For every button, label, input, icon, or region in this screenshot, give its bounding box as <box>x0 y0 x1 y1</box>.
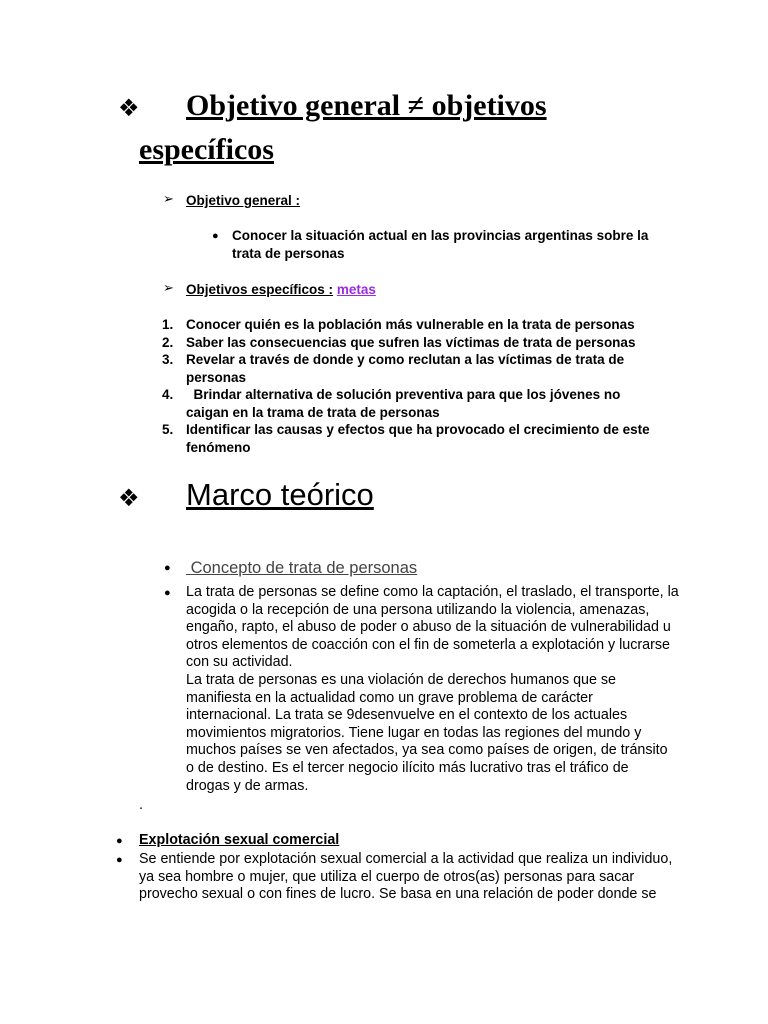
list-item-text: caigan en la trama de trata de personas <box>186 404 440 420</box>
dot-bullet-icon: ● <box>164 562 171 574</box>
list-item-text: Saber las consecuencias que sufren las víctimas de trata de personas <box>186 334 636 350</box>
section-title-line1: Objetivo general ≠ objetivos <box>186 89 547 122</box>
paragraph-line: drogas y de armas. <box>186 777 309 794</box>
paragraph-line: ya sea hombre o mujer, que utiliza el cuerpo de otros(as) personas para sacar <box>139 868 635 885</box>
list-item-number: 1. <box>162 317 174 332</box>
section-title-line2: específicos <box>139 133 274 166</box>
dot-bullet-icon: ● <box>116 854 123 866</box>
paragraph-line: con su actividad. <box>186 654 293 671</box>
list-item-text: Brindar alternativa de solución preventiva para que los jóvenes no <box>186 387 621 402</box>
list-item-text: Conocer quién es la población más vulnerable en la trata de personas <box>186 317 635 332</box>
paragraph-line: manifiesta en la actualidad como un grave problema de carácter <box>186 689 593 706</box>
paragraph-line: acogida o la recepción de una persona utilizando la violencia, amenazas, <box>186 601 650 618</box>
list-item <box>162 334 722 352</box>
explotacion-heading: Explotación sexual comercial <box>139 832 340 848</box>
list-item-text: Identificar las causas y efectos que ha provocado el crecimiento de este <box>186 422 650 437</box>
paragraph-line: o de destino. Es el tercer negocio ilícito más lucrativo tras el tráfico de <box>186 759 629 776</box>
paragraph-line: internacional. La trata se 9desenvuelve en el contexto de los actuales <box>186 707 628 724</box>
list-item <box>162 386 722 421</box>
list-item <box>162 421 722 456</box>
stray-period: . <box>139 797 143 813</box>
concept-heading <box>186 558 417 578</box>
list-item-text: Revelar a través de donde y como reclutan a las víctimas de trata de <box>186 352 625 367</box>
list-item-text: personas <box>186 369 247 385</box>
specific-objectives-label: Objetivos específicos : <box>186 282 334 297</box>
list-item-number: 4. <box>162 387 174 402</box>
concept-heading-text: Concepto de trata de personas <box>190 559 418 577</box>
paragraph-line: La trata de personas se define como la captación, el traslado, el transporte, la <box>186 584 679 600</box>
arrow-bullet-icon: ➢ <box>163 281 174 296</box>
paragraph-line: Se entiende por explotación sexual comercial a la actividad que realiza un individuo, <box>139 851 673 867</box>
general-objective-label: Objetivo general : <box>186 193 301 208</box>
diamond-bullet-icon: ❖ <box>118 484 140 512</box>
list-item-number: 5. <box>162 422 174 437</box>
arrow-bullet-icon: ➢ <box>163 192 174 207</box>
dot-bullet-icon: ● <box>212 230 219 242</box>
explotacion-paragraph <box>139 851 739 904</box>
paragraph-line: provecho sexual o con fines de lucro. Se basa en una relación de poder donde se <box>139 886 657 903</box>
dot-bullet-icon: ● <box>116 835 123 847</box>
concept-paragraph <box>186 584 706 795</box>
general-objective-text-line2: trata de personas <box>232 246 345 261</box>
list-item-text: fenómeno <box>186 439 251 455</box>
metas-link[interactable]: metas <box>336 282 376 297</box>
paragraph-line: movimientos migratorios. Tiene lugar en todas las regiones del mundo y <box>186 724 642 741</box>
section-title: Marco teórico <box>186 477 374 512</box>
specific-objectives-list <box>162 316 722 456</box>
list-item <box>162 351 722 386</box>
dot-bullet-icon: ● <box>164 587 171 599</box>
general-objective-text-line1: Conocer la situación actual en las provincias argentinas sobre la <box>232 228 649 243</box>
list-item-number: 3. <box>162 352 174 367</box>
paragraph-line: engaño, rapto, el abuso de poder o abuso de la situación de vulnerabilidad u <box>186 619 671 636</box>
specific-objectives-heading <box>186 281 376 299</box>
paragraph-line: La trata de personas es una violación de derechos humanos que se <box>186 671 616 688</box>
paragraph-line: otros elementos de coacción con el fin de someterla a explotación y lucrarse <box>186 636 670 653</box>
list-item <box>162 316 722 334</box>
paragraph-line: muchos países se ven afectados, ya sea como países de origen, de tránsito <box>186 742 668 759</box>
diamond-bullet-icon: ❖ <box>118 94 140 122</box>
list-item-number: 2. <box>162 334 174 350</box>
